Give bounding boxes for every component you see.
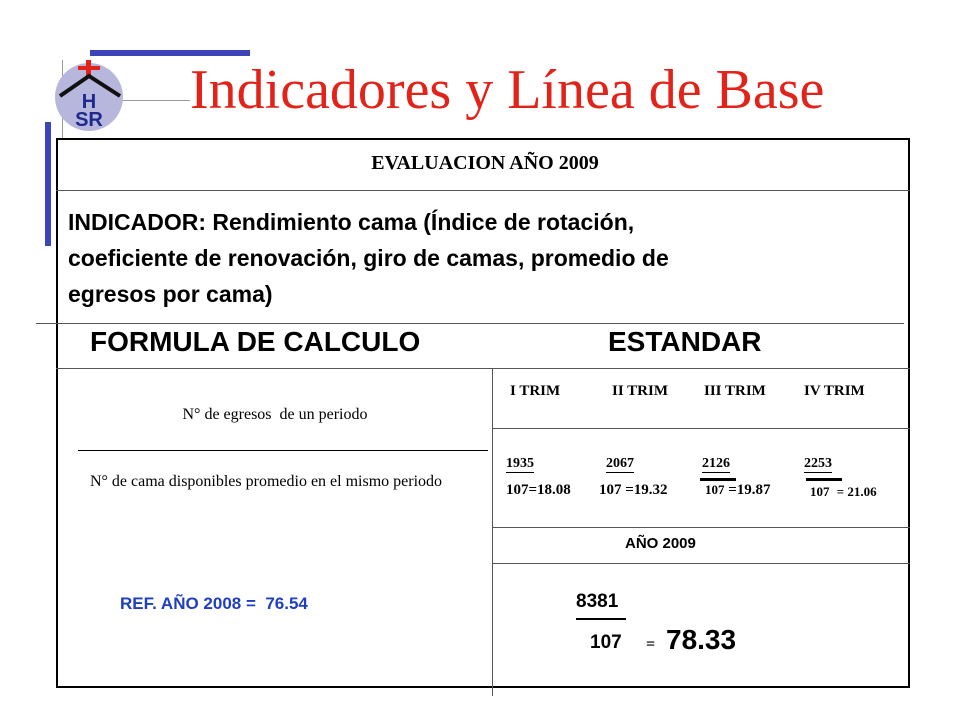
resultado-q3: =19.87: [728, 482, 771, 498]
hsr-logo-icon: [50, 56, 128, 134]
trim-label-3: III TRIM: [704, 383, 766, 399]
logo-letter-h: H: [81, 91, 97, 113]
ratio-q2: [599, 482, 668, 499]
formula-fraction-bar: [78, 450, 488, 451]
row-divider-2: [36, 323, 904, 324]
ratio-q1: [506, 482, 571, 499]
camas-q3: 107: [705, 482, 725, 497]
anual-resultado: 78.33: [666, 624, 737, 655]
left-blue-bar: [45, 122, 51, 246]
fraction-mark-q4: [806, 478, 842, 481]
indicador-line: INDICADOR: Rendimiento cama (Índice de rotación,: [68, 209, 635, 235]
anual-igual: =: [646, 636, 656, 653]
column-divider: [492, 368, 493, 696]
anual-numerador: 8381: [576, 591, 619, 612]
anio-label: AÑO 2009: [625, 535, 696, 552]
trim-label-4: IV TRIM: [804, 383, 865, 399]
estandar-divider-2: [492, 527, 910, 528]
ratio-q4: [810, 484, 877, 500]
resultado-q2: =19.32: [625, 482, 668, 498]
slide-title: Indicadores y Línea de Base: [190, 59, 825, 121]
camas-q2: 107: [599, 482, 622, 498]
estandar-header: ESTANDAR: [608, 326, 762, 357]
formula-denominator: N° de cama disponibles promedio en el mismo periodo: [89, 473, 443, 490]
resultado-q4: = 21.06: [836, 484, 877, 499]
egresos-q1: 1935: [506, 456, 534, 471]
indicador-line: coeficiente de renovación, giro de camas, promedio de: [68, 245, 669, 271]
logo-letters-sr: SR: [75, 109, 103, 131]
formula-numerator: N° de egresos de un periodo: [182, 406, 368, 423]
trim-label-2: II TRIM: [612, 383, 668, 399]
trim-label-1: I TRIM: [510, 383, 561, 399]
camas-q4: 107: [810, 484, 830, 499]
fraction-mark-q3: [700, 478, 736, 481]
reference-value: REF. AÑO 2008 = 76.54: [120, 594, 308, 613]
egresos-q2: 2067: [606, 456, 634, 471]
anual-denominador: 107: [590, 632, 622, 653]
indicador-line: egresos por cama): [68, 281, 273, 307]
formula-header: FORMULA DE CALCULO: [90, 326, 421, 357]
egresos-q3: 2126: [702, 456, 730, 471]
hsr-logo: [50, 56, 128, 134]
row-divider-1: [56, 190, 910, 191]
anual-fraction-bar: [576, 618, 626, 620]
egresos-q4: 2253: [804, 456, 832, 471]
indicador-text: [68, 204, 888, 312]
row-divider-3: [56, 368, 910, 369]
estandar-divider-1: [492, 428, 910, 429]
evaluacion-heading: EVALUACION AÑO 2009: [371, 152, 599, 174]
camas-q1: 107: [506, 482, 529, 498]
estandar-divider-3: [492, 563, 910, 564]
resultado-q1: =18.08: [528, 482, 571, 498]
ratio-q3: [705, 482, 771, 499]
